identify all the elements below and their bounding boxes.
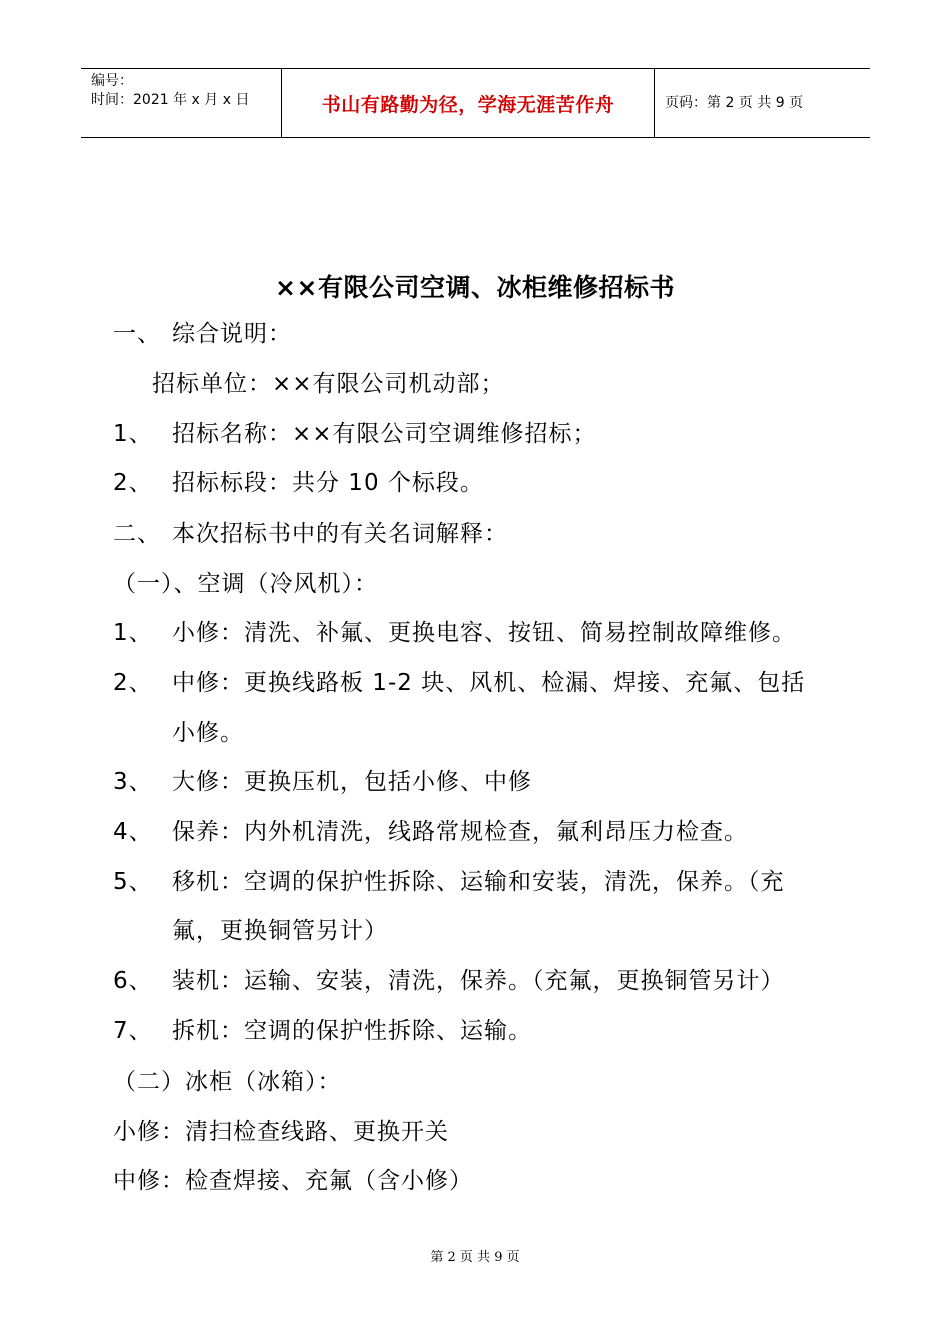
- header-motto-cell: [282, 69, 654, 137]
- header-page-number: 页码：第 2 页 共 9 页: [665, 95, 804, 111]
- item-marker: 2、: [113, 670, 153, 696]
- item-marker: 6、: [113, 968, 153, 994]
- item-text: 招标名称：××有限公司空调维修招标；: [172, 421, 597, 447]
- item-marker: 3、: [113, 769, 153, 795]
- section-text: 综合说明：: [172, 321, 292, 347]
- item-marker: 1、: [113, 620, 153, 646]
- page-header: [81, 68, 870, 138]
- page-footer: 第 2 页 共 9 页: [430, 1250, 520, 1265]
- item-marker: 4、: [113, 819, 153, 845]
- item-text-continued: 小修。: [172, 720, 244, 746]
- item-text: 拆机：空调的保护性拆除、运输。: [172, 1018, 532, 1044]
- item-text: 装机：运输、安装，清洗，保养。（充氟，更换铜管另计）: [172, 968, 785, 994]
- section-marker: 二、: [113, 521, 161, 547]
- item-text: 招标标段：共分 10 个标段。: [172, 470, 484, 496]
- tender-unit: 招标单位：××有限公司机动部；: [152, 371, 505, 397]
- subsection-heading: （一）、空调（冷风机）：: [113, 571, 378, 597]
- date-label: 时间：2021 年 x 月 x 日: [91, 92, 250, 108]
- serial-label: 编号：: [91, 73, 133, 89]
- section-text: 本次招标书中的有关名词解释：: [172, 521, 508, 547]
- item-marker: 1、: [113, 421, 153, 447]
- item-text: 保养：内外机清洗，线路常规检查，氟利昂压力检查。: [172, 819, 748, 845]
- item-marker: 2、: [113, 470, 153, 496]
- item-text: 小修：清洗、补氟、更换电容、按钮、简易控制故障维修。: [172, 620, 796, 646]
- list-item: 中修：检查焊接、充氟（含小修）: [113, 1168, 473, 1194]
- list-item: 小修：清扫检查线路、更换开关: [113, 1119, 449, 1145]
- item-marker: 5、: [113, 869, 153, 895]
- header-motto: 书山有路勤为径，学海无涯苦作舟: [321, 93, 615, 116]
- item-marker: 7、: [113, 1018, 153, 1044]
- header-info-cell: [81, 69, 281, 137]
- item-text: 中修：更换线路板 1-2 块、风机、检漏、焊接、充氟、包括: [172, 670, 806, 696]
- document-title: ××有限公司空调、冰柜维修招标书: [275, 273, 675, 302]
- item-text: 移机：空调的保护性拆除、运输和安装，清洗，保养。（充: [172, 869, 785, 895]
- item-text-continued: 氟，更换铜管另计）: [172, 918, 388, 944]
- section-marker: 一、: [113, 321, 161, 347]
- item-text: 大修：更换压机，包括小修、中修: [172, 769, 532, 795]
- subsection-heading: （二）冰柜（冰箱）：: [113, 1069, 342, 1095]
- header-page-cell: [655, 69, 870, 137]
